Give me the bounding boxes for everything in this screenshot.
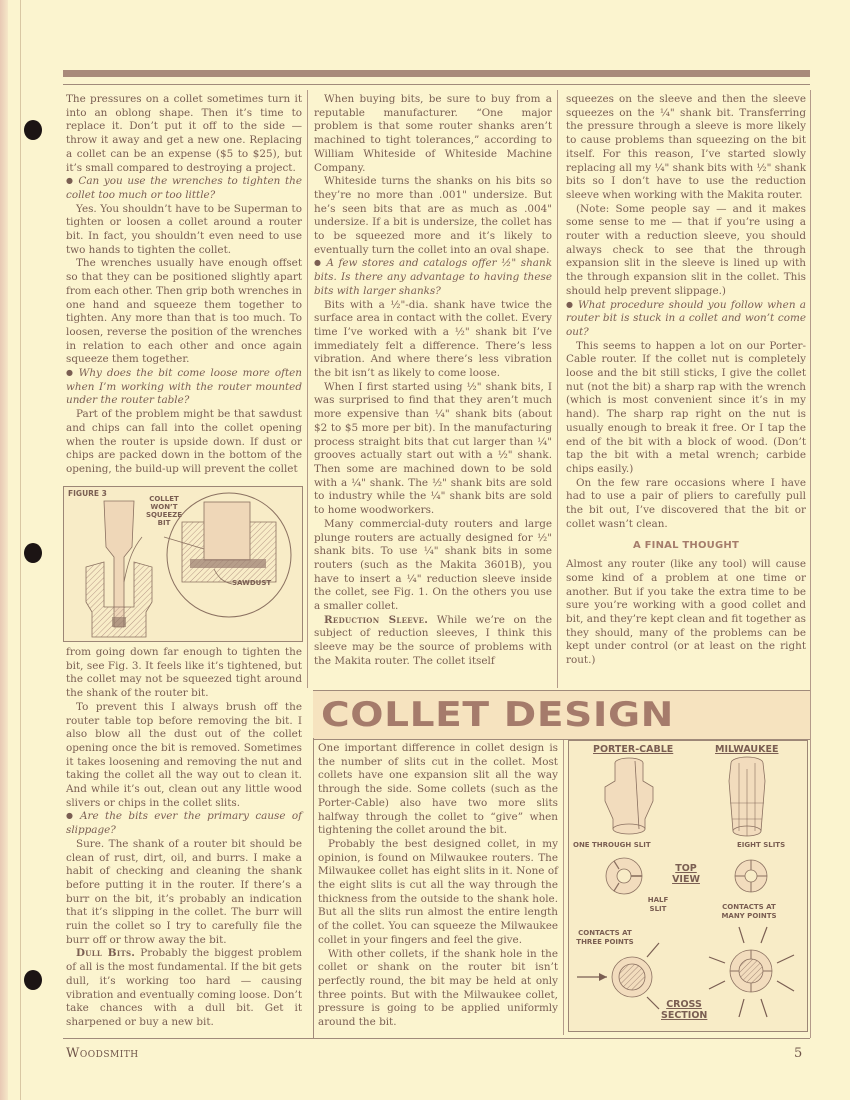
collet-comparison-illustration: [569, 741, 807, 1031]
header-rule: [63, 84, 810, 85]
paragraph: Bits with a ½"-dia. shank have twice the surface area in contact with the collet. Every time I’ve worked with a ½" shank bit I’ve immediately felt a difference. There’s less vibration. And where there’s less vibration the bit isn’t as likely to come loose.: [314, 298, 552, 380]
column-3: [566, 93, 806, 668]
paragraph: To prevent this I always brush off the router table top before removing the bit. I also blow all the dust out of the collet opening once the bit is removed. Sometimes it takes loosening and removing the nut and taking the collet all the way out to clean it. And while it’s out, clean out any little wood slivers or chips in the collet slits.: [66, 700, 302, 809]
paragraph: Sure. The shank of a router bit should be clean of rust, dirt, oil, and burrs. I make a habit of checking and cleaning the shank before putting it in the router. If there’s a burr on the bit, it’s probably an indication that it’s slipping in the collet. The burr will ruin the collet so I try to carefully file the burr off or throw away the bit.: [66, 837, 302, 946]
label-contacts-three-points: CONTACTS AT THREE POINTS: [576, 929, 634, 946]
paragraph: Part of the problem might be that sawdust and chips can fall into the collet opening when the router is upside down. If dust or chips are packed down in the bottom of the opening, the build-up will prevent the collet: [66, 408, 302, 475]
section-title: COLLET DESIGN: [321, 695, 674, 735]
question: ● Can you use the wrenches to tighten the collet too much or too little?: [66, 175, 302, 202]
porter-cable-title: PORTER-CABLE: [593, 744, 674, 755]
hole-punch-bottom: [24, 970, 42, 990]
figure-3-label: FIGURE 3: [68, 489, 107, 498]
question: ● Why does the bit come loose more often when I’m working with the router mounted under the router table?: [66, 367, 302, 408]
run-in-heading: Reduction Sleeve.: [324, 613, 429, 626]
publication-name: Woodsmith: [66, 1046, 139, 1061]
paragraph: The pressures on a collet sometimes turn it into an oblong shape. Then it’s time to replace it. Don’t put it off to the side — throw it away and get a new one. Replacing a collet can be an expense ($5 to $25), but it’s small compared to destroying a project.: [66, 93, 302, 174]
question: ● A few stores and catalogs offer ½" shank bits. Is there any advantage to having these bits with larger shanks?: [314, 257, 552, 298]
callout-sawdust: SAWDUST: [232, 579, 272, 587]
label-cross-section: CROSS SECTION: [661, 999, 708, 1021]
three-point-cross-section-icon: [577, 943, 659, 1009]
paragraph: This seems to happen a lot on our Porter-Cable router. If the collet nut is completely loose and the bit still sticks, I give the collet nut (not the bit) a sharp rap with the wrench (which is most convenient since it’s in my hand). The sharp rap right on the nut is usually enough to break it free. Or I tap the end of the bit with a block of wood. (Don’t tap the bit with a metal wrench; carbide chips easily.): [566, 339, 806, 475]
porter-cable-top-view-icon: [606, 858, 642, 894]
question: ● Are the bits ever the primary cause of slippage?: [66, 810, 302, 837]
collet-design-text: [318, 742, 558, 1030]
paragraph: On the few rare occasions where I have had to use a pair of pliers to carefully pull the bit out, I’ve discovered that the bit or collet wasn’t clean.: [566, 476, 806, 530]
paragraph: One important difference in collet design is the number of slits cut in the collet. Most collets have one expansion slit all the way through the side. Some collets (such as the Porter-Cable) also have two more slits halfway through the collet to “give” when tightening the collet around the bit.: [318, 742, 558, 837]
paragraph: (Note: Some people say — and it makes some sense to me — that if you’re using a router with a reduction sleeve, you should always check to see that the through expansion slit in the sleeve is lined up with the through expansion slit in the collet. This should help prevent slippage.): [566, 202, 806, 297]
hole-punch-top: [24, 120, 42, 140]
porter-cable-collet-icon: [605, 758, 653, 834]
collet-design-banner: [313, 690, 810, 740]
paragraph: While we’re on the subject of reduction sleeves, I think this sleeve may be the source of problems with the Makita router. The collet itself: [314, 613, 552, 667]
paragraph: Almost any router (like any tool) will cause some kind of a problem at one time or another. But if you take the extra time to be sure you’re working with a good collet and bit, and they’re kept clean and fit together as they should, many of the problems can be kept under control (or at least on the right rout.): [566, 558, 806, 667]
column-1-top: [66, 93, 302, 477]
figure-3: [63, 486, 303, 642]
binding-line: [20, 0, 21, 1100]
milwaukee-title: MILWAUKEE: [715, 744, 779, 755]
label-top-view: TOP VIEW: [672, 863, 700, 885]
question: ● What procedure should you follow when a router bit is stuck in a collet and won’t come out?: [566, 299, 806, 340]
paragraph: squeezes on the sleeve and then the sleeve squeezes on the ¼" shank bit. Transferring the pressure through a sleeve is more likely to cause problems than squeezing on the bit itself. For this reason, I’ve started slowly replacing all my ¼" shank bits with ½" shank bits so I don’t have to use the reduction sleeve when working with the Makita router.: [566, 93, 806, 201]
column-1-bottom: [66, 646, 302, 1030]
paragraph: Probably the biggest problem of all is the most fundamental. If the bit gets dull, it’s working too hard — causing vibration and eventually coming loose. Don’t take chances with a dull bit. Get it sharpened or buy a new bit.: [66, 947, 303, 1028]
paragraph: Probably the best designed collet, in my opinion, is found on Milwaukee routers. The Milwaukee collet has eight slits in it. None of the eight slits is cut all the way through the thickness from the outside to the shank hole. But all the slits run almost the entire length of the collet. You can squeeze the Milwaukee collet in your fingers and feel the give.: [318, 837, 558, 946]
column-2: [314, 93, 552, 669]
label-eight-slits: EIGHT SLITS: [737, 841, 786, 849]
paragraph: The wrenches usually have enough offset so that they can be positioned slightly apart from each other. Then grip both wrenches in one hand and squeeze them together to tighten. Any more than that is too much. To loosen, reverse the position of the wrenches in relation to each other and once again squeeze them together.: [66, 257, 302, 366]
footer-rule: [63, 1038, 810, 1039]
paragraph: When buying bits, be sure to buy from a reputable manufacturer. “One major problem is that some router shanks aren’t machined to tight tolerances,” according to William Whiteside of Whiteside Machine Company.: [314, 93, 552, 174]
paragraph: With other collets, if the shank hole in the collet or shank on the router bit isn’t perfectly round, the bit may be held at only three points. But with the Milwaukee collet, pressure is going to be applied uniformly around the bit.: [318, 947, 558, 1029]
paragraph: Whiteside turns the shanks on his bits so they’re no more than .001" undersize. But he’s seen bits that are as much as .004" undersize. If a bit is undersize, the collet has to be squeezed more and it’s likely to eventually turn the collet into an oval shape.: [314, 175, 552, 256]
paragraph: from going down far enough to tighten the bit, see Fig. 3. It feels like it’s tightened, but the collet may not be squeezed tight around the shank of the router bit.: [66, 646, 302, 700]
paragraph: When I first started using ½" shank bits, I was surprised to find that they aren’t much more expensive than ¼" shank bits (about $2 to $5 more per bit). In the manufacturing process straight bits that cut larger than ¼" grooves actually start out with a ½" shank. Then some are machined down to be sold with a ¼" shank. The ½" shank bits are sold to industry while the ¼" shank bits are sold to home woodworkers.: [314, 380, 552, 517]
paragraph: Yes. You shouldn’t have to be Superman to tighten or loosen a collet around a router bit. In fact, you shouldn’t even need to use two hands to tighten the collet.: [66, 202, 302, 256]
label-half-slit: HALF SLIT: [647, 896, 669, 913]
column-divider-1: [307, 90, 308, 688]
column-divider-2: [557, 90, 558, 688]
milwaukee-top-view-icon: [735, 860, 767, 892]
page-number: 5: [794, 1046, 803, 1061]
page-edge: [0, 0, 8, 1100]
run-in-heading: Dull Bits.: [76, 947, 136, 960]
header-bar: [63, 70, 810, 77]
collet-comparison-figure: [568, 740, 808, 1032]
many-point-cross-section-icon: [709, 927, 794, 1017]
paragraph: Many commercial-duty routers and large plunge routers are actually designed for ½" shank bits. To use ¼" shank bits in some routers (such as the Makita 3601B), you have to insert a ¼" reduction sleeve inside the collet, see Fig. 1. On the others you use a smaller collet.: [314, 517, 552, 613]
hole-punch-middle: [24, 543, 42, 563]
label-one-through-slit: ONE THROUGH SLIT: [573, 841, 651, 849]
label-contacts-many-points: CONTACTS AT MANY POINTS: [721, 903, 777, 920]
callout-collet-wont-squeeze: COLLET WON’T SQUEEZE BIT: [145, 495, 183, 527]
section-subhead: A FINAL THOUGHT: [633, 539, 739, 551]
milwaukee-collet-icon: [729, 757, 765, 836]
